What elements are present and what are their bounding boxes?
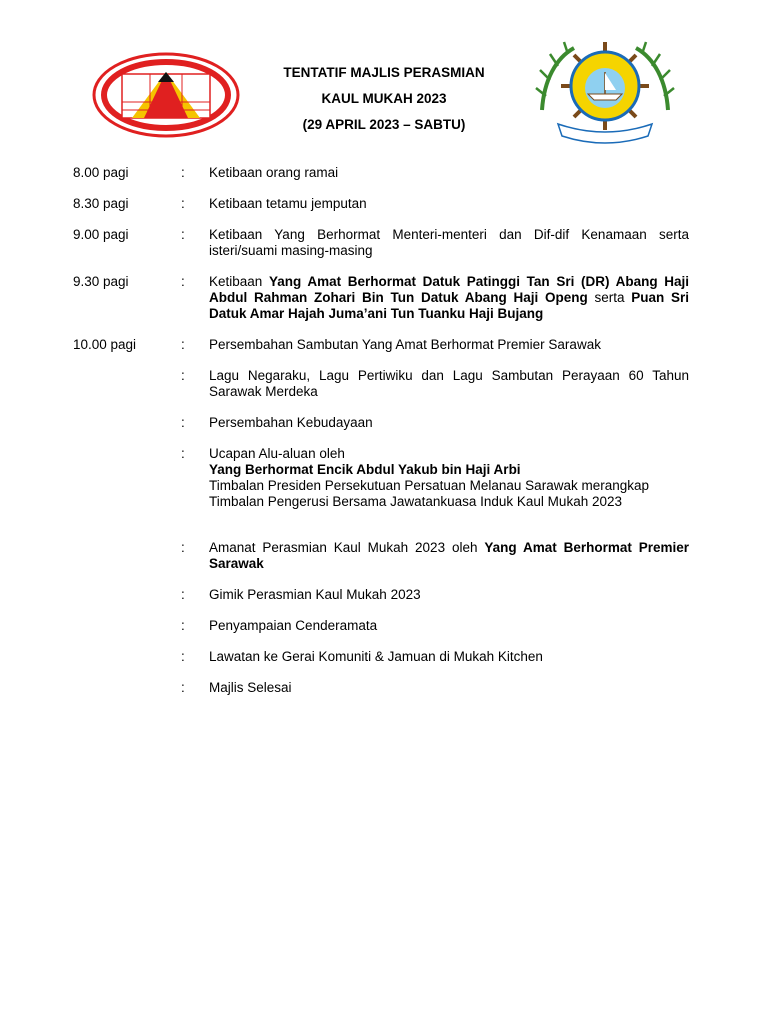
- guest-of-honour-name: Yang Amat Berhormat Datuk Patinggi Tan Sri (DR) Abang Haji Abdul Rahman Zohari Bin Tun Datuk Abang Haji Openg: [209, 274, 689, 305]
- schedule-separator: :: [181, 196, 185, 211]
- schedule-description: Ketibaan orang ramai: [209, 165, 339, 180]
- schedule-description: [209, 274, 689, 322]
- spouse-name: Puan Sri Datuk Amar Hajah Juma’ani Tun Tuanku Haji Bujang: [209, 290, 689, 321]
- schedule-separator: :: [181, 227, 185, 242]
- schedule-description: Persembahan Sambutan Yang Amat Berhormat Premier Sarawak: [209, 337, 601, 352]
- schedule-row: [73, 337, 689, 353]
- schedule-time: 9.00 pagi: [73, 227, 129, 242]
- schedule-row: [73, 165, 689, 181]
- schedule-separator: :: [181, 446, 185, 461]
- schedule-description: [209, 446, 689, 510]
- schedule-row: [73, 540, 689, 572]
- schedule-description: Penyampaian Cenderamata: [209, 618, 378, 633]
- schedule-separator: :: [181, 165, 185, 180]
- speech-intro: Ucapan Alu-aluan oleh: [209, 446, 345, 461]
- schedule-row: [73, 446, 689, 510]
- schedule-time: [73, 415, 181, 431]
- schedule-row: [73, 618, 689, 634]
- schedule-time: [73, 368, 181, 400]
- schedule-separator: :: [181, 587, 185, 602]
- schedule-time: [73, 587, 181, 603]
- schedule-description: Gimik Perasmian Kaul Mukah 2023: [209, 587, 421, 602]
- schedule-description: Persembahan Kebudayaan: [209, 415, 373, 430]
- schedule-description: [209, 540, 689, 572]
- schedule-row: [73, 649, 689, 665]
- schedule-time: [73, 680, 181, 696]
- schedule-row: [73, 368, 689, 400]
- schedule-row: [73, 587, 689, 603]
- schedule-description: Ketibaan tetamu jemputan: [209, 196, 367, 211]
- text-plain: serta: [587, 290, 632, 305]
- schedule-time: [73, 618, 181, 634]
- schedule-row: [73, 196, 689, 212]
- programme-schedule: [73, 165, 689, 711]
- title-line-2: KAUL MUKAH 2023: [321, 91, 447, 106]
- schedule-time: [73, 649, 181, 665]
- schedule-description: Lawatan ke Gerai Komuniti & Jamuan di Mukah Kitchen: [209, 649, 543, 664]
- title-line-1: TENTATIF MAJLIS PERASMIAN: [283, 65, 485, 80]
- schedule-row: [73, 680, 689, 696]
- schedule-time: [73, 540, 181, 572]
- schedule-separator: :: [181, 618, 185, 633]
- schedule-separator: :: [181, 415, 185, 430]
- schedule-description: Lagu Negaraku, Lagu Pertiwiku dan Lagu Sambutan Perayaan 60 Tahun Sarawak Merdeka: [209, 368, 689, 399]
- schedule-separator: :: [181, 649, 185, 664]
- schedule-time: 9.30 pagi: [73, 274, 129, 289]
- schedule-row: [73, 274, 689, 322]
- kaul-mukah-logo: [534, 40, 676, 148]
- schedule-row: [73, 227, 689, 259]
- persatuan-melanau-logo: [92, 52, 240, 138]
- document-title: [250, 60, 518, 138]
- schedule-time: 8.00 pagi: [73, 165, 129, 180]
- schedule-time: 10.00 pagi: [73, 337, 137, 352]
- speaker-name: Yang Berhormat Encik Abdul Yakub bin Haji Arbi: [209, 462, 521, 477]
- schedule-separator: :: [181, 337, 185, 352]
- schedule-separator: :: [181, 274, 185, 289]
- schedule-row: [73, 415, 689, 431]
- schedule-time: [73, 446, 181, 510]
- schedule-separator: :: [181, 368, 185, 383]
- text-plain: Ketibaan: [209, 274, 269, 289]
- schedule-time: 8.30 pagi: [73, 196, 129, 211]
- schedule-separator: :: [181, 680, 185, 695]
- title-line-3: (29 APRIL 2023 – SABTU): [302, 117, 466, 132]
- schedule-separator: :: [181, 540, 185, 555]
- schedule-description: Ketibaan Yang Berhormat Menteri-menteri dan Dif-dif Kenamaan serta isteri/suami masing-masing: [209, 227, 689, 258]
- speaker-title: Timbalan Presiden Persekutuan Persatuan Melanau Sarawak merangkap: [209, 478, 649, 493]
- schedule-description: Majlis Selesai: [209, 680, 292, 695]
- text-plain: Amanat Perasmian Kaul Mukah 2023 oleh: [209, 540, 485, 555]
- speaker-title-2: Timbalan Pengerusi Bersama Jawatankuasa Induk Kaul Mukah 2023: [209, 494, 622, 509]
- premier-title: Yang Amat Berhormat Premier Sarawak: [209, 540, 689, 571]
